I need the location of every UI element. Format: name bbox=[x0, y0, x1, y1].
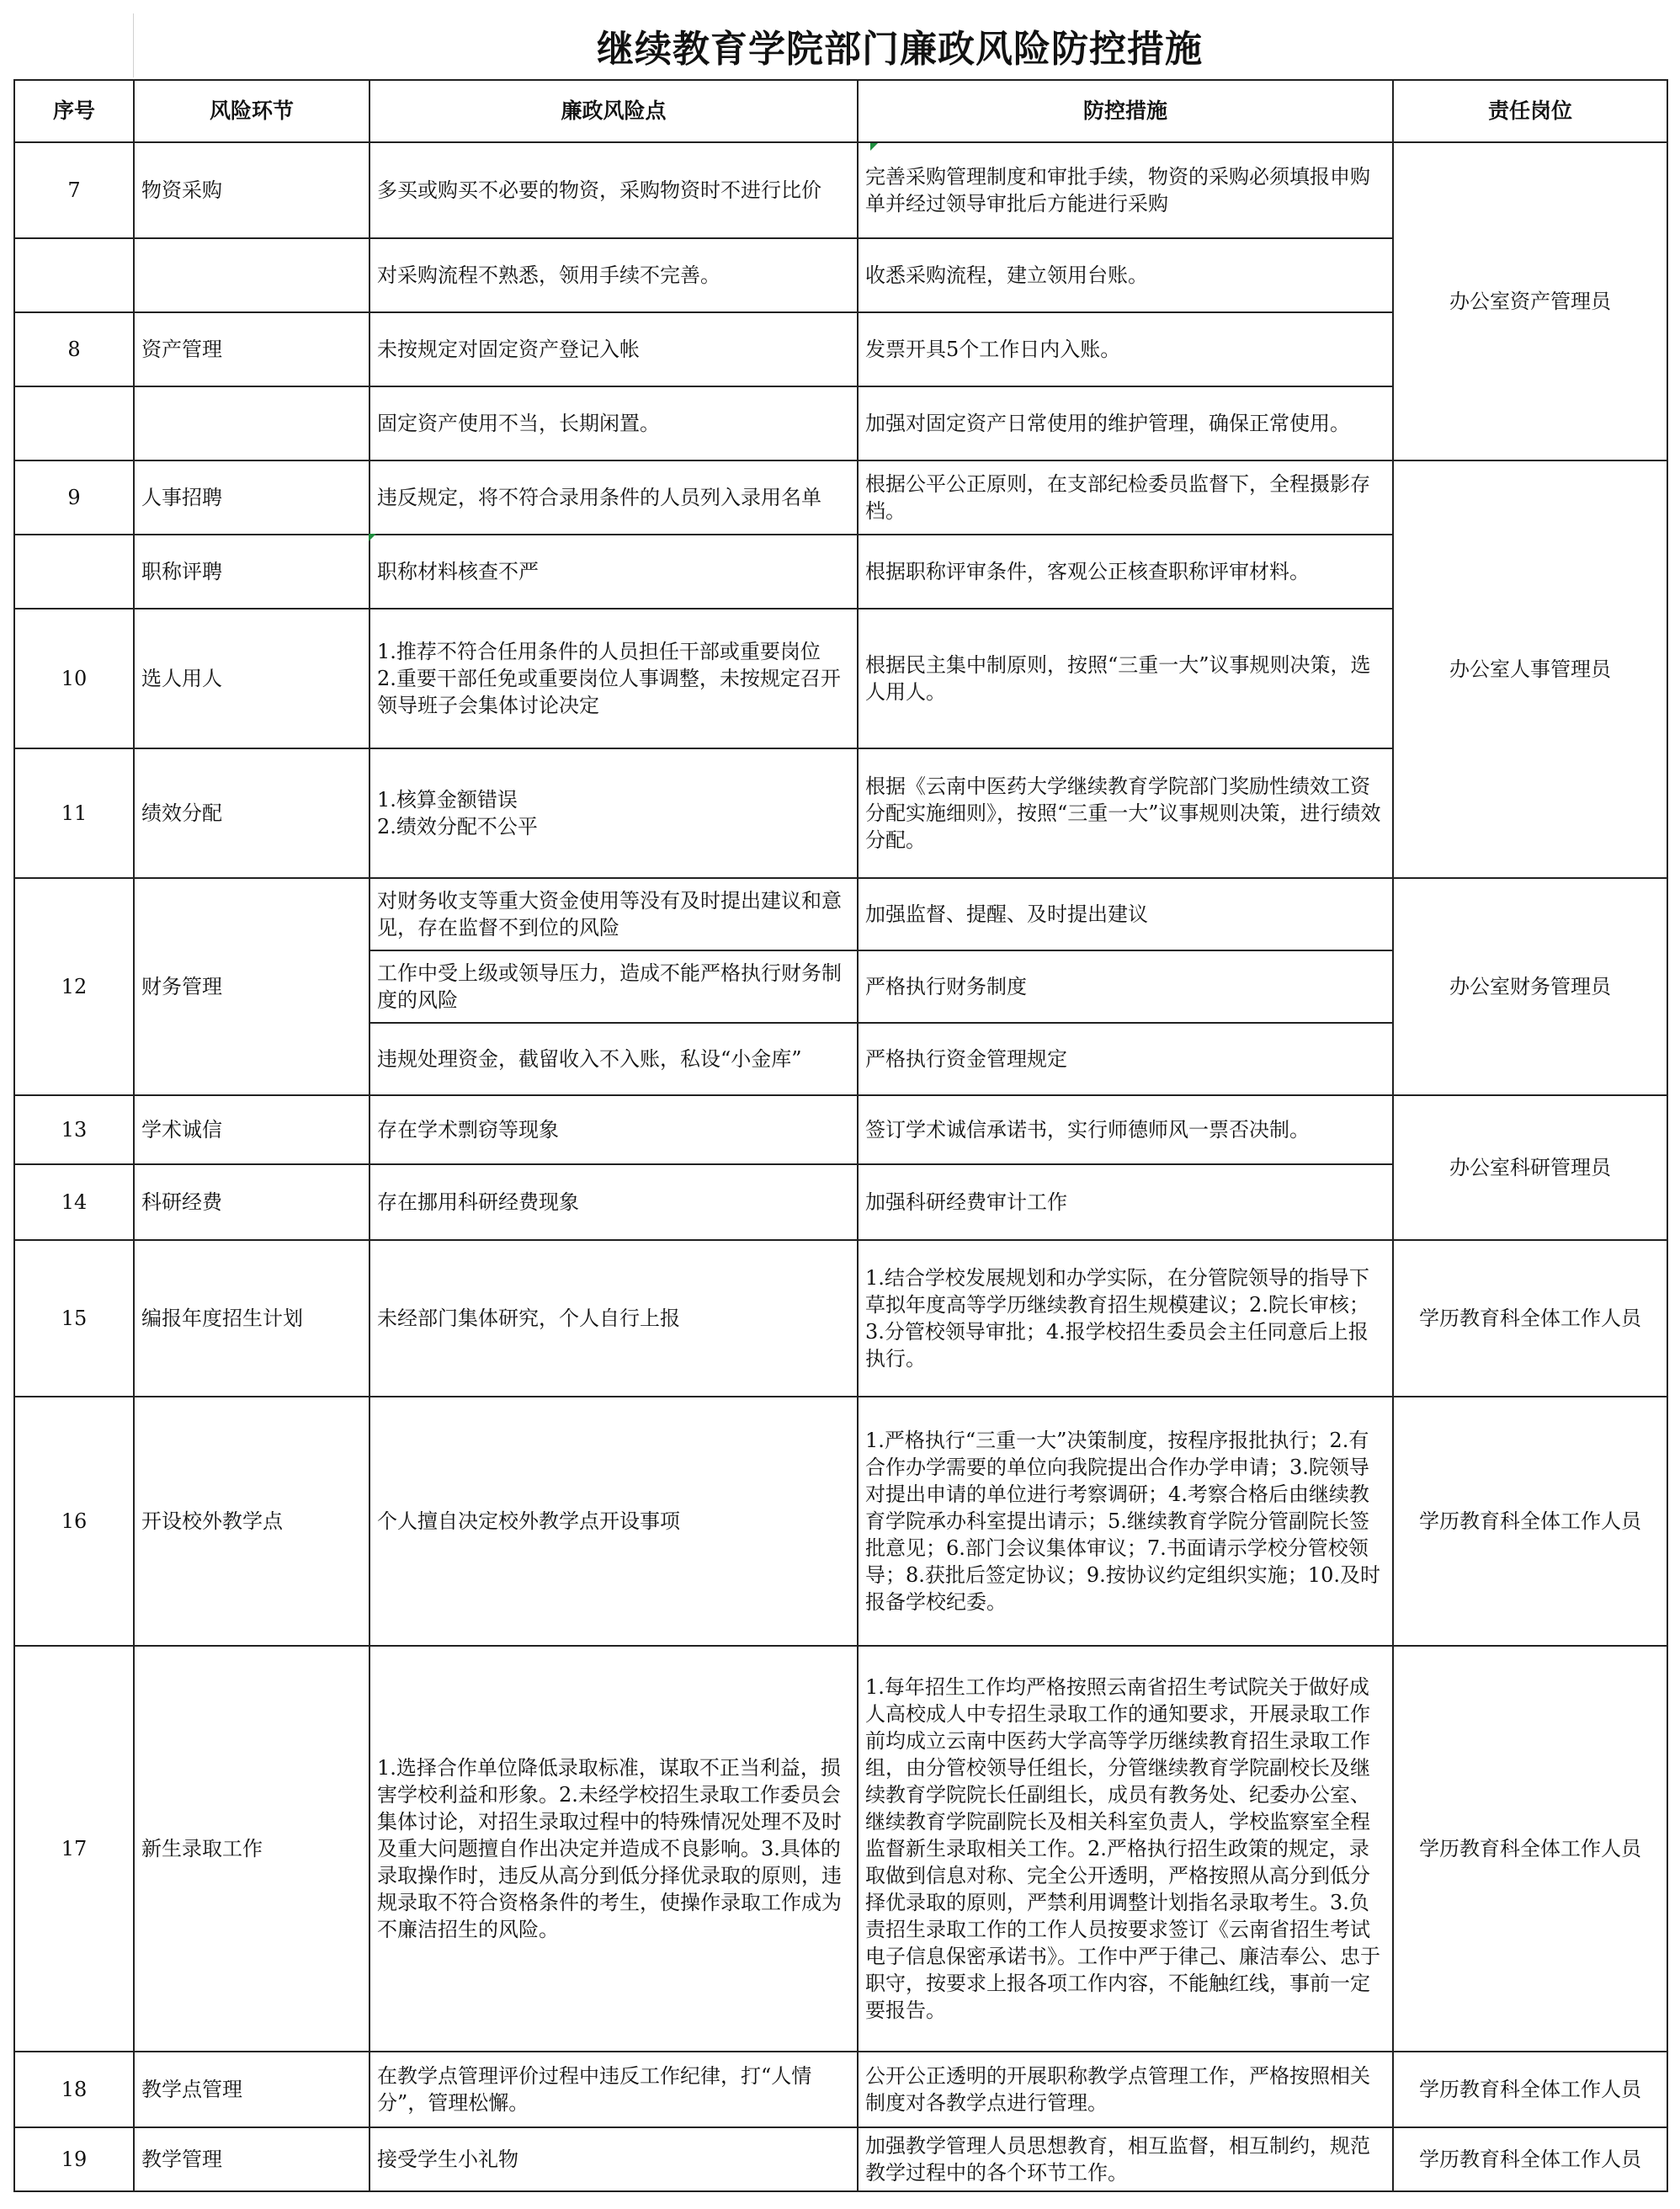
control-measure[interactable]: 签订学术诚信承诺书，实行师德师风一票否决制。 bbox=[858, 1095, 1393, 1164]
control-measure[interactable]: 1.严格执行“三重一大”决策制度，按程序报批执行；2.有合作办学需要的单位向我院提出合作办学申请；3.院领导对提出申请的单位进行考察调研；4.考察合格后由继续教育学院承办科室提出请示；5.继续教育学院分管副院长签批意见；6.部门会议集体审议；7.书面请示学校分管校领导；8.获批后签定协议；9.按协议约定组织实施；10.及时报备学校纪委。 bbox=[858, 1397, 1393, 1646]
risk-link[interactable]: 选人用人 bbox=[134, 609, 369, 748]
row-no[interactable]: 7 bbox=[14, 142, 134, 238]
spreadsheet bbox=[13, 13, 1667, 2196]
row-no[interactable] bbox=[14, 238, 134, 312]
row-no[interactable]: 17 bbox=[14, 1646, 134, 2052]
risk-link[interactable]: 教学管理 bbox=[134, 2127, 369, 2191]
risk-link[interactable]: 绩效分配 bbox=[134, 748, 369, 878]
comment-marker-icon bbox=[870, 143, 878, 151]
page-title: 继续教育学院部门廉政风险防控措施 bbox=[597, 28, 1203, 71]
control-measure[interactable]: 发票开具5个工作日内入账。 bbox=[858, 312, 1393, 386]
row-no[interactable]: 9 bbox=[14, 460, 134, 535]
risk-link[interactable]: 人事招聘 bbox=[134, 460, 369, 535]
responsible-post[interactable]: 办公室资产管理员 bbox=[1393, 142, 1667, 460]
risk-link[interactable]: 物资采购 bbox=[134, 142, 369, 238]
title-gutter bbox=[13, 13, 134, 77]
risk-point[interactable]: 1.推荐不符合任用条件的人员担任干部或重要岗位 2.重要干部任免或重要岗位人事调整，未按规定召开领导班子会集体讨论决定 bbox=[369, 609, 858, 748]
row-no[interactable]: 10 bbox=[14, 609, 134, 748]
risk-link[interactable]: 教学点管理 bbox=[134, 2052, 369, 2127]
control-measure[interactable]: 根据公平公正原则，在支部纪检委员监督下，全程摄影存档。 bbox=[858, 460, 1393, 535]
risk-point[interactable]: 固定资产使用不当，长期闲置。 bbox=[369, 386, 858, 460]
control-measure[interactable]: 加强监督、提醒、及时提出建议 bbox=[858, 878, 1393, 950]
table-row bbox=[14, 1397, 1667, 1646]
table-row bbox=[14, 2127, 1667, 2191]
control-measure[interactable]: 加强科研经费审计工作 bbox=[858, 1164, 1393, 1240]
risk-point[interactable]: 违反规定，将不符合录用条件的人员列入录用名单 bbox=[369, 460, 858, 535]
table-row bbox=[14, 2052, 1667, 2127]
risk-point[interactable]: 1.核算金额错误 2.绩效分配不公平 bbox=[369, 748, 858, 878]
header-measure: 防控措施 bbox=[858, 80, 1393, 142]
title-row bbox=[13, 13, 1667, 77]
risk-link[interactable]: 学术诚信 bbox=[134, 1095, 369, 1164]
risk-link[interactable] bbox=[134, 386, 369, 460]
risk-point[interactable]: 对财务收支等重大资金使用等没有及时提出建议和意见，存在监督不到位的风险 bbox=[369, 878, 858, 950]
row-no[interactable] bbox=[14, 535, 134, 609]
risk-link[interactable]: 开设校外教学点 bbox=[134, 1397, 369, 1646]
table-row bbox=[14, 142, 1667, 238]
header-row bbox=[14, 80, 1667, 142]
risk-point[interactable]: 未经部门集体研究，个人自行上报 bbox=[369, 1240, 858, 1397]
risk-point[interactable]: 未按规定对固定资产登记入帐 bbox=[369, 312, 858, 386]
risk-link[interactable]: 新生录取工作 bbox=[134, 1646, 369, 2052]
responsible-post[interactable]: 学历教育科全体工作人员 bbox=[1393, 1397, 1667, 1646]
table-row bbox=[14, 1095, 1667, 1164]
table-row bbox=[14, 1240, 1667, 1397]
row-no[interactable]: 8 bbox=[14, 312, 134, 386]
table-row bbox=[14, 460, 1667, 535]
risk-link[interactable]: 科研经费 bbox=[134, 1164, 369, 1240]
responsible-post[interactable]: 学历教育科全体工作人员 bbox=[1393, 2052, 1667, 2127]
responsible-post[interactable]: 学历教育科全体工作人员 bbox=[1393, 1240, 1667, 1397]
risk-table bbox=[13, 79, 1668, 2192]
control-measure[interactable]: 根据职称评审条件，客观公正核查职称评审材料。 bbox=[858, 535, 1393, 609]
row-no[interactable]: 11 bbox=[14, 748, 134, 878]
control-measure[interactable]: 加强教学管理人员思想教育，相互监督，相互制约，规范教学过程中的各个环节工作。 bbox=[858, 2127, 1393, 2191]
control-measure[interactable]: 完善采购管理制度和审批手续，物资的采购必须填报申购单并经过领导审批后方能进行采购 bbox=[858, 142, 1393, 238]
row-no[interactable]: 12 bbox=[14, 878, 134, 1095]
row-no[interactable]: 18 bbox=[14, 2052, 134, 2127]
responsible-post[interactable]: 办公室人事管理员 bbox=[1393, 460, 1667, 878]
control-measure[interactable]: 1.结合学校发展规划和办学实际，在分管院领导的指导下草拟年度高等学历继续教育招生规模建议；2.院长审核；3.分管校领导审批；4.报学校招生委员会主任同意后上报执行。 bbox=[858, 1240, 1393, 1397]
responsible-post[interactable]: 办公室财务管理员 bbox=[1393, 878, 1667, 1095]
row-no[interactable]: 19 bbox=[14, 2127, 134, 2191]
risk-link[interactable] bbox=[134, 238, 369, 312]
risk-point[interactable]: 接受学生小礼物 bbox=[369, 2127, 858, 2191]
table-row bbox=[14, 1646, 1667, 2052]
risk-point[interactable]: 对采购流程不熟悉，领用手续不完善。 bbox=[369, 238, 858, 312]
responsible-post[interactable]: 学历教育科全体工作人员 bbox=[1393, 2127, 1667, 2191]
risk-link[interactable]: 职称评聘 bbox=[134, 535, 369, 609]
control-measure[interactable]: 严格执行财务制度 bbox=[858, 950, 1393, 1023]
control-measure[interactable]: 根据《云南中医药大学继续教育学院部门奖励性绩效工资分配实施细则》，按照“三重一大”议事规则决策，进行绩效分配。 bbox=[858, 748, 1393, 878]
risk-point[interactable]: 个人擅自决定校外教学点开设事项 bbox=[369, 1397, 858, 1646]
header-link: 风险环节 bbox=[134, 80, 369, 142]
risk-point[interactable]: 在教学点管理评价过程中违反工作纪律，打“人情分”，管理松懈。 bbox=[369, 2052, 858, 2127]
control-measure[interactable]: 1.每年招生工作均严格按照云南省招生考试院关于做好成人高校成人中专招生录取工作的通知要求，开展录取工作前均成立云南中医药大学高等学历继续教育招生录取工作组，由分管校领导任组长，分管继续教育学院副校长及继续教育学院院长任副组长，成员有教务处、纪委办公室、继续教育学院副院长及相关科室负责人，学校监察室全程监督新生录取相关工作。2.严格执行招生政策的规定，录取做到信息对称、完全公开透明，严格按照从高分到低分择优录取的原则，严禁利用调整计划指名录取考生。3.负责招生录取工作的工作人员按要求签订《云南省招生考试电子信息保密承诺书》。工作中严于律己、廉洁奉公、忠于职守，按要求上报各项工作内容，不能触红线，事前一定要报告。 bbox=[858, 1646, 1393, 2052]
risk-point[interactable]: 1.选择合作单位降低录取标准，谋取不正当利益，损害学校利益和形象。2.未经学校招生录取工作委员会集体讨论，对招生录取过程中的特殊情况处理不及时及重大问题擅自作出决定并造成不良影响。3.具体的录取操作时，违反从高分到低分择优录取的原则，违规录取不符合资格条件的考生，使操作录取工作成为不廉洁招生的风险。 bbox=[369, 1646, 858, 2052]
risk-point[interactable]: 存在学术剽窃等现象 bbox=[369, 1095, 858, 1164]
risk-point[interactable]: 违规处理资金，截留收入不入账，私设“小金库” bbox=[369, 1023, 858, 1095]
responsible-post[interactable]: 办公室科研管理员 bbox=[1393, 1095, 1667, 1240]
risk-link[interactable]: 编报年度招生计划 bbox=[134, 1240, 369, 1397]
comment-marker-icon bbox=[369, 534, 376, 541]
control-measure[interactable]: 公开公正透明的开展职称教学点管理工作，严格按照相关制度对各教学点进行管理。 bbox=[858, 2052, 1393, 2127]
control-measure[interactable]: 收悉采购流程，建立领用台账。 bbox=[858, 238, 1393, 312]
row-no[interactable]: 15 bbox=[14, 1240, 134, 1397]
row-no[interactable] bbox=[14, 386, 134, 460]
table-row bbox=[14, 878, 1667, 950]
control-measure[interactable]: 严格执行资金管理规定 bbox=[858, 1023, 1393, 1095]
header-post: 责任岗位 bbox=[1393, 80, 1667, 142]
header-no: 序号 bbox=[14, 80, 134, 142]
risk-link[interactable]: 财务管理 bbox=[134, 878, 369, 1095]
header-risk: 廉政风险点 bbox=[369, 80, 858, 142]
risk-point[interactable]: 职称材料核查不严 bbox=[369, 535, 858, 609]
row-no[interactable]: 14 bbox=[14, 1164, 134, 1240]
risk-link[interactable]: 资产管理 bbox=[134, 312, 369, 386]
control-measure[interactable]: 根据民主集中制原则，按照“三重一大”议事规则决策，选人用人。 bbox=[858, 609, 1393, 748]
row-no[interactable]: 13 bbox=[14, 1095, 134, 1164]
control-measure[interactable]: 加强对固定资产日常使用的维护管理，确保正常使用。 bbox=[858, 386, 1393, 460]
risk-point[interactable]: 工作中受上级或领导压力，造成不能严格执行财务制度的风险 bbox=[369, 950, 858, 1023]
responsible-post[interactable]: 学历教育科全体工作人员 bbox=[1393, 1646, 1667, 2052]
row-no[interactable]: 16 bbox=[14, 1397, 134, 1646]
risk-point[interactable]: 存在挪用科研经费现象 bbox=[369, 1164, 858, 1240]
risk-point[interactable]: 多买或购买不必要的物资，采购物资时不进行比价 bbox=[369, 142, 858, 238]
